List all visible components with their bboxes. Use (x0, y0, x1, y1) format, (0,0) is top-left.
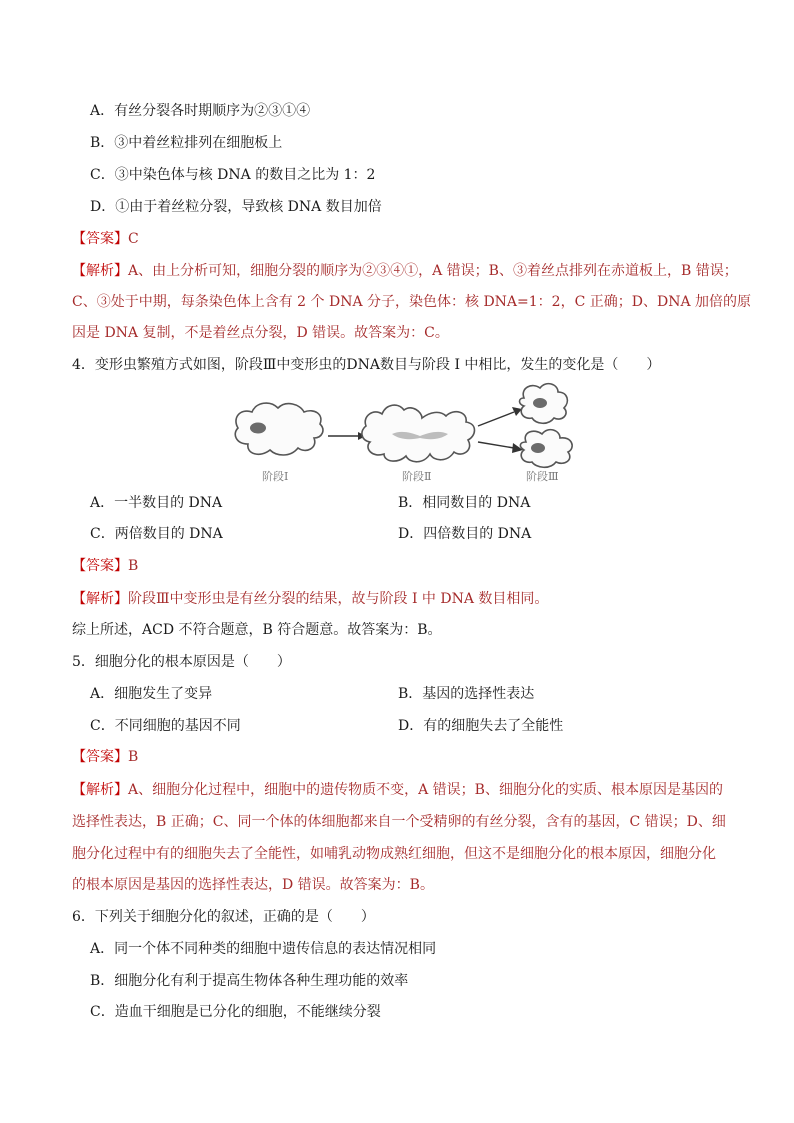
analysis-tag: 【解析】 (72, 591, 128, 607)
analysis-tag: 【解析】 (72, 782, 128, 798)
answer-tag: 【答案】 (72, 231, 128, 247)
q5-analysis-line-2: 选择性表达，B 正确；C、同一个体的体细胞都来自一个受精卵的有丝分裂，含有的基因，C 错误；D、细 (72, 814, 726, 830)
answer-value: C (128, 231, 139, 247)
stage-label-1: 阶段Ⅰ (262, 470, 289, 483)
q4-stem: 4．变形虫繁殖方式如图，阶段Ⅲ中变形虫的DNA数目与阶段 I 中相比，发生的变化是（ ） (72, 357, 661, 373)
q3-option-c: C．③中染色体与核 DNA 的数目之比为 1：2 (90, 167, 376, 183)
arrow-2a (478, 412, 514, 426)
arrow-2b (478, 442, 514, 448)
q4-option-a: A．一半数目的 DNA (90, 495, 223, 511)
q3-option-a: A．有丝分裂各时期顺序为②③①④ (90, 103, 311, 119)
q3-analysis-line-2: C、③处于中期，每条染色体上含有 2 个 DNA 分子，染色体：核 DNA=1：2，C 正确；D、DNA 加倍的原 (72, 294, 752, 310)
q5-analysis-line-1 (72, 780, 723, 800)
analysis-text: A、由上分析可知，细胞分裂的顺序为②③④①，A 错误；B、③着丝点排列在赤道板上，B 错误； (128, 263, 738, 279)
q3-answer (72, 229, 139, 249)
q6-option-a: A．同一个体不同种类的细胞中遗传信息的表达情况相同 (90, 941, 437, 957)
q5-stem: 5．细胞分化的根本原因是（ ） (72, 654, 291, 670)
stage-label-3: 阶段Ⅲ (526, 470, 559, 483)
q5-option-c: C．不同细胞的基因不同 (90, 718, 241, 734)
nucleus-stage-3-top (533, 398, 547, 408)
amoeba-stage-2 (362, 405, 475, 462)
answer-value: B (128, 558, 139, 574)
q6-stem: 6．下列关于细胞分化的叙述，正确的是（ ） (72, 909, 375, 925)
q4-answer (72, 556, 138, 576)
q4-option-b: B．相同数目的 DNA (398, 495, 531, 511)
q5-option-d: D．有的细胞失去了全能性 (398, 718, 564, 734)
q4-option-d: D．四倍数目的 DNA (398, 526, 532, 542)
q6-option-c: C．造血干细胞是已分化的细胞，不能继续分裂 (90, 1004, 381, 1020)
q5-option-a: A．细胞发生了变异 (90, 686, 213, 702)
analysis-text: 阶段Ⅲ中变形虫是有丝分裂的结果，故与阶段 I 中 DNA 数目相同。 (128, 591, 549, 607)
stage-label-2: 阶段Ⅱ (402, 470, 432, 483)
answer-tag: 【答案】 (72, 749, 128, 765)
q6-option-b: B．细胞分化有利于提高生物体各种生理功能的效率 (90, 973, 409, 989)
amoeba-reproduction-figure (226, 378, 578, 490)
q5-option-b: B．基因的选择性表达 (398, 686, 535, 702)
nucleus-stage-1 (250, 423, 266, 434)
q5-analysis-line-3: 胞分化过程中有的细胞失去了全能性，如哺乳动物成熟红细胞，但这不是细胞分化的根本原因，细胞分化 (72, 846, 716, 862)
q3-analysis-line-1 (72, 261, 738, 281)
analysis-tag: 【解析】 (72, 263, 128, 279)
answer-value: B (128, 749, 139, 765)
q4-option-c: C．两倍数目的 DNA (90, 526, 223, 542)
q3-analysis-line-3: 因是 DNA 复制，不是着丝点分裂，D 错误。故答案为：C。 (72, 325, 449, 341)
q3-option-b: B．③中着丝粒排列在细胞板上 (90, 135, 283, 151)
q4-summary: 综上所述，ACD 不符合题意，B 符合题意。故答案为：B。 (72, 622, 442, 638)
q5-answer (72, 747, 138, 767)
q5-analysis-line-4: 的根本原因是基因的选择性表达，D 错误。故答案为：B。 (72, 877, 434, 893)
amoeba-stage-1 (235, 403, 323, 455)
q3-option-d: D．①由于着丝粒分裂，导致核 DNA 数目加倍 (90, 199, 382, 215)
analysis-text: A、细胞分化过程中，细胞中的遗传物质不变，A 错误；B、细胞分化的实质、根本原因是基因的 (128, 782, 723, 798)
nucleus-stage-3-bottom (531, 443, 545, 453)
answer-tag: 【答案】 (72, 558, 128, 574)
q4-analysis (72, 589, 548, 609)
amoeba-stage-3-bottom (520, 430, 572, 468)
